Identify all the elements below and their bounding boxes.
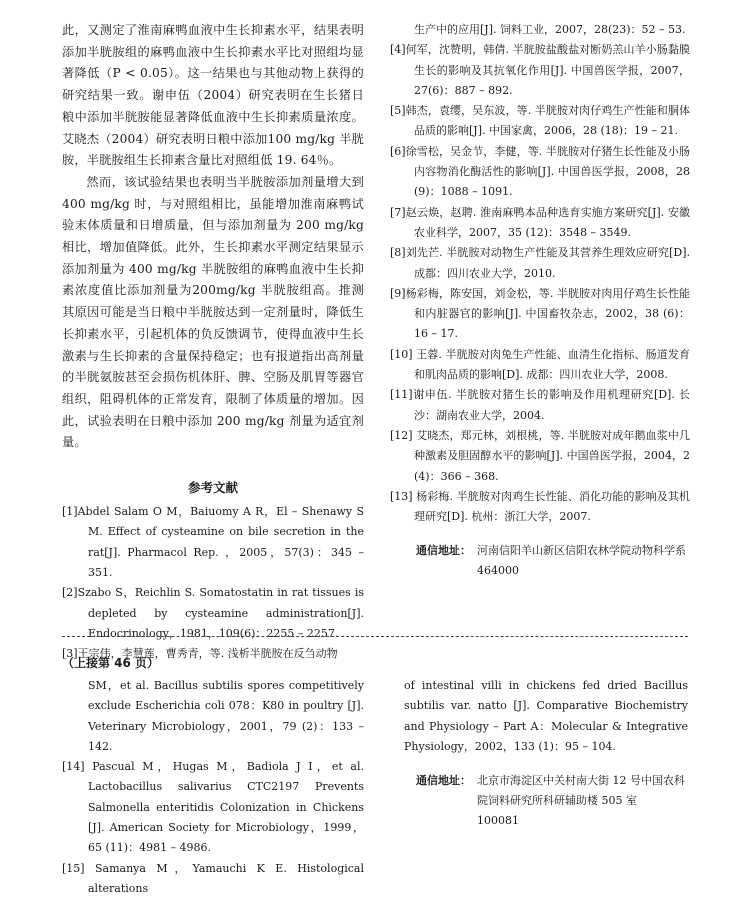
reference-item: [8]刘先芒. 半胱胺对动物生产性能及其营养生理效应研究[D]. 成都：四川农业大学，2010. — [390, 246, 690, 280]
address-label: 通信地址： — [416, 544, 471, 558]
reference-item: [9]杨彩梅，陈安国，刘金松，等. 半胱胺对肉用仔鸡生长性能和内脏器官的影响[J]. 中国畜牧杂志，2002，38 (6)：16 – 17. — [390, 286, 690, 341]
reference-item: [4]何军，沈赞明，韩倩. 半胱胺盐酸盐对断奶羔山羊小肠黏膜生长的影响及其抗氧化作用[J]. 中国兽医学报，2007，27(6)：887 – 892. — [390, 43, 690, 97]
bottom-left-column — [62, 676, 364, 899]
reference-item: [14] Pascual M，Hugas M，Badiola J I，et al. Lactobacillus salivarius CTC2197 Prevents Salmonella enteritidis Colonization in Chickens [J]. American Society for Microbiology，1999，65 (11)：4981 – 4986. — [62, 760, 364, 855]
body-paragraph: 然而，该试验结果也表明当半胱胺添加剂量增大到 400 mg/kg 时，与对照组相比，虽能增加淮南麻鸭试验末体质量和日增质量，但与添加剂量为 200 mg/kg 相比，增加值降低。此外，生长抑素水平测定结果显示添加剂量为 400 mg/kg 半胱胺组的麻鸭血液中生长抑素浓度值比添加剂量为200mg/kg 半胱胺组高。推测其原因可能是当日粮中半胱胺达到一定剂量时，降低生长抑素水平，引起机体的负反馈调节，使得血液中生长激素与生长抑素的含量保持稳定；也有报道指出高剂量的半胱氨胺甚至会损伤机体肝、脾、空肠及肌胃等器官组织，阻碍机体的正常发育，限制了体质量的增加。因此，试验表明在日粮中添加 200 mg/kg 剂量为适宜剂量。 — [62, 174, 364, 450]
reference-item: [6]徐雪松，吴金节，李健，等. 半胱胺对仔猪生长性能及小肠内容物消化酶活性的影响[J]. 中国兽医学报，2008，28 (9)：1088 – 1091. — [390, 144, 690, 199]
bottom-right-column — [404, 676, 688, 831]
section-divider — [62, 636, 688, 637]
continued-from-label: （上接第 46 页） — [62, 656, 160, 670]
references-heading: 参考文献 — [187, 480, 238, 496]
reference-item: [1]Abdel Salam O M，Baiuomy A R，El – Shenawy S M. Effect of cysteamine on bile secretion in the rat[J]. Pharmacol Rep. ，2005，57(3)：345 – 351. — [62, 505, 364, 579]
address-label: 通信地址： — [416, 774, 471, 788]
reference-item: [7]赵云焕，赵聘. 淮南麻鸭本品种选育实施方案研究[J]. 安徽农业科学，2007，35 (12)：3548 – 3549. — [390, 205, 690, 239]
body-paragraph: 此，又测定了淮南麻鸭血液中生长抑素水平，结果表明添加半胱胺组的麻鸭血液中生长抑素水平比对照组均显著降低（P < 0.05）。这一结果也与其他动物上获得的研究结果一致。谢申伍（2004）研究表明在生长猪日粮中添加半胱胺能显著降低血液中生长抑素质量浓度。艾晓杰（2004）研究表明日粮中添加100 mg/kg 半胱胺，半胱胺组生长抑素含量比对照组低 19. 64％。 — [62, 23, 364, 168]
reference-item: [12] 艾晓杰，郑元林，刘根桃，等. 半胱胺对成年鹅血浆中几种激素及胆固醇水平的影响[J]. 中国兽医学报，2004，2 (4)：366 – 368. — [390, 428, 690, 483]
right-column — [390, 20, 697, 581]
reference-continuation: 生产中的应用[J]. 饲料工业，2007，28(23)：52 – 53. — [414, 23, 686, 36]
reference-item: [11]谢申伍. 半胱胺对猪生长的影响及作用机理研究[D]. 长沙：湖南农业大学，2004. — [390, 388, 690, 422]
reference-item: [13] 杨彩梅. 半胱胺对肉鸡生长性能、消化功能的影响及其机理研究[D]. 杭州：浙江大学，2007. — [390, 489, 690, 524]
address-text: 北京市海淀区中关村南大街 12 号中国农科院饲料研究所科研辅助楼 505 室 100081 — [477, 774, 685, 828]
reference-item: [15] Samanya M，Yamauchi K E. Histological alterations — [62, 861, 364, 895]
correspondence-address — [404, 771, 688, 831]
address-text: 河南信阳羊山新区信阳农林学院动物科学系 464000 — [477, 544, 697, 578]
left-column — [62, 20, 364, 664]
correspondence-address — [390, 541, 697, 581]
reference-item: [2]Szabo S，Reichlin S. Somatostatin in rat tissues is depleted by cysteamine administration[J]. Endocrinology，1981，109(6)：2255 – 2257. — [62, 586, 364, 640]
reference-item: [10] 王蓉. 半胱胺对肉兔生产性能、血清生化指标、肠道发育和肌肉品质的影响[D]. 成都：四川农业大学，2008. — [390, 347, 690, 382]
reference-continuation: of intestinal villi in chickens fed dried Bacillus subtilis var. natto [J]. Comparative Biochemistry and Physiology – Part A：Molecular & Integrative Physiology，2002，133 (1)：95 – 104. — [404, 679, 688, 753]
reference-continuation: SM，et al. Bacillus subtilis spores competitively exclude Escherichia coli 078：K80 in poultry [J]. Veterinary Microbiology，2001，79 (2)：133 – 142. — [88, 679, 364, 753]
reference-item: [3]王宗伟，李慧莲，曹秀青，等. 浅析半胱胺在反刍动物 — [62, 647, 338, 661]
reference-item: [5]韩杰，袁缨，吴东波，等. 半胱胺对肉仔鸡生产性能和胴体品质的影响[J]. 中国家禽，2006，28 (18)：19 – 21. — [390, 104, 690, 138]
